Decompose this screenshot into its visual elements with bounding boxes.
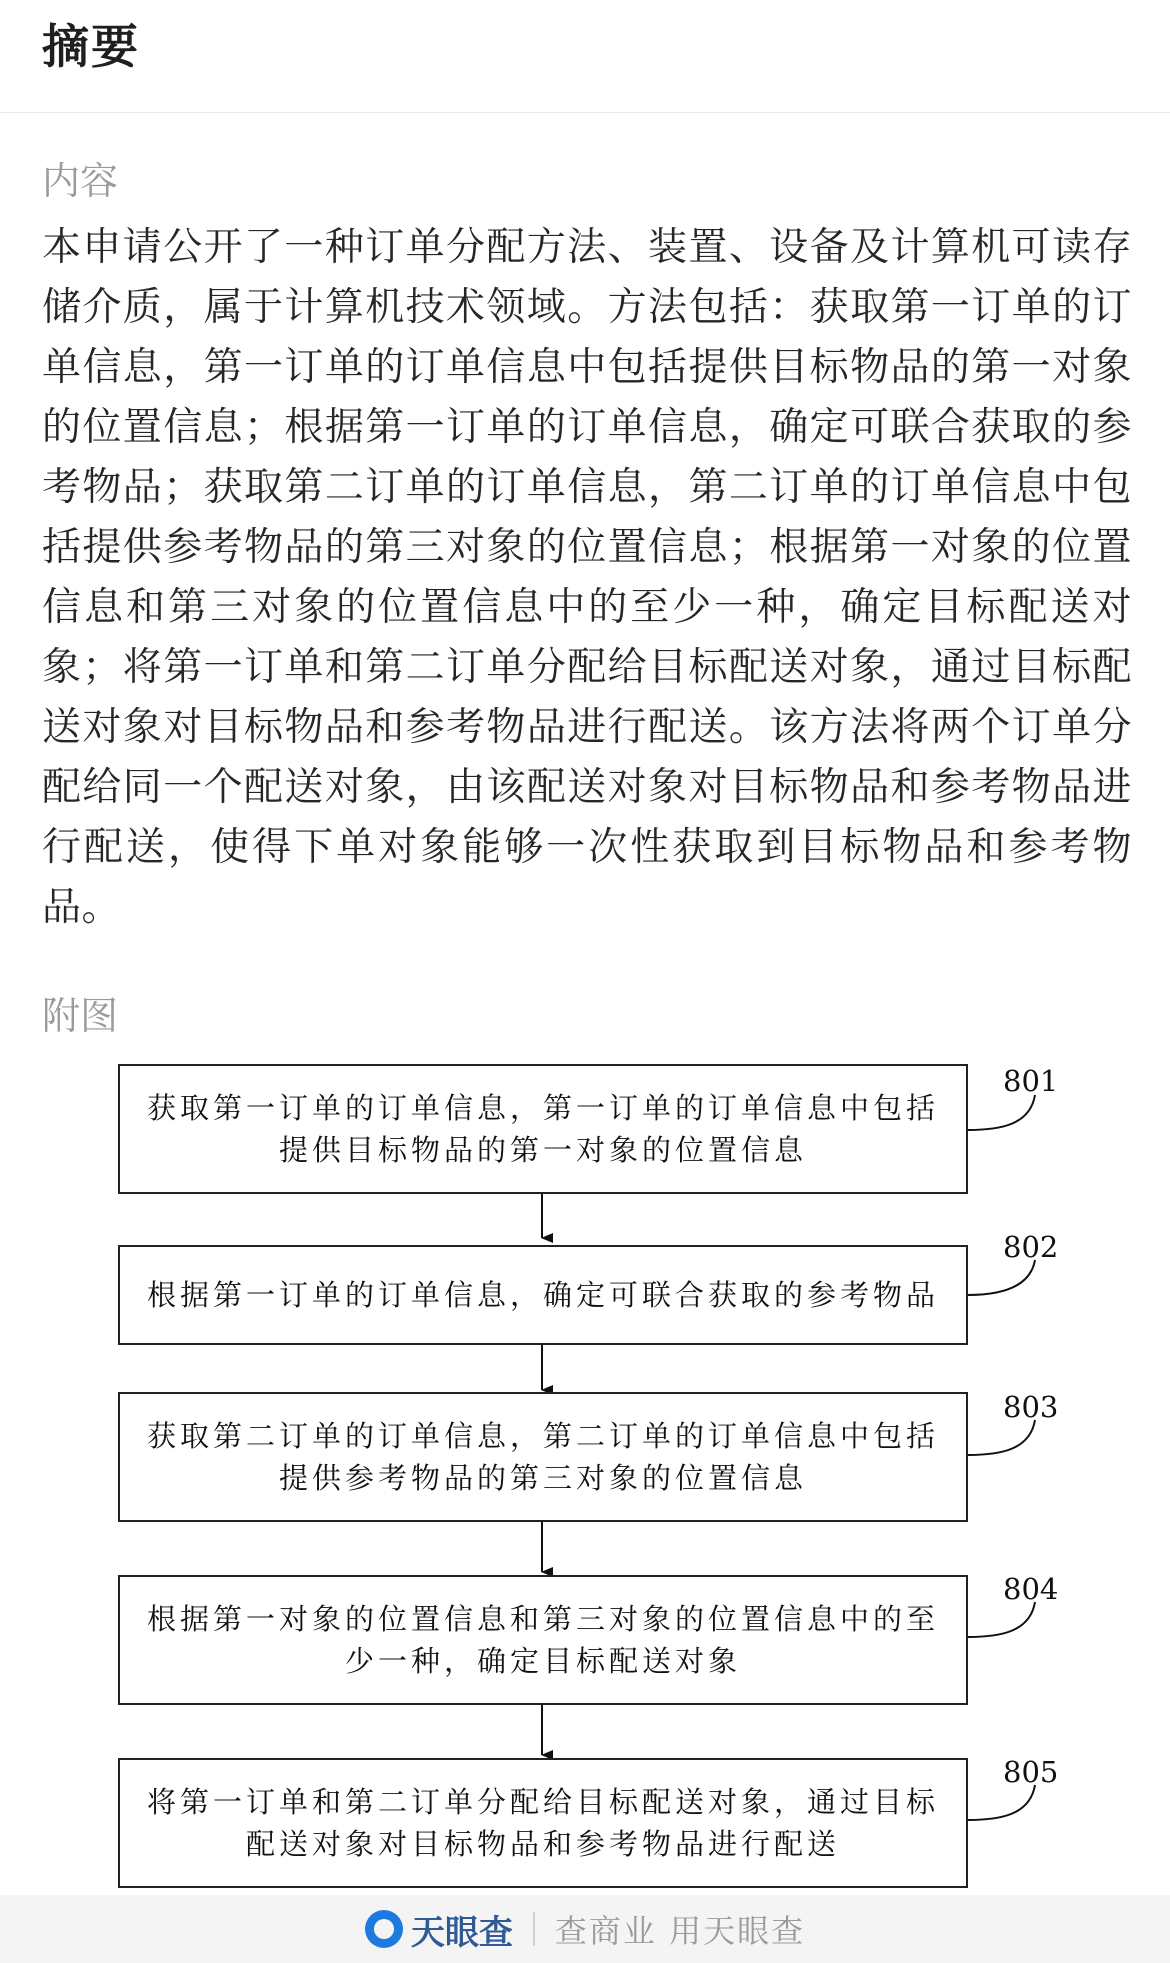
brand-link[interactable] [365,1905,513,1954]
flow-step-number: 803 [1003,1390,1059,1424]
flow-step-text: 将第一订单和第二订单分配给目标配送对象，通过目标配送对象对目标物品和参考物品进行配送 [146,1785,939,1861]
flow-step-text: 获取第一订单的订单信息，第一订单的订单信息中包括提供目标物品的第一对象的位置信息 [146,1091,939,1167]
flowchart-figure [0,1040,1170,1900]
flow-step-802 [118,1245,968,1345]
flow-step-number: 801 [1003,1064,1059,1098]
header [0,0,1170,113]
flow-step-number: 802 [1003,1230,1059,1264]
page-title: 摘要 [42,20,140,75]
leader-801 [968,1095,1035,1130]
leader-802 [968,1260,1035,1295]
flow-step-number: 805 [1003,1755,1059,1789]
figure-section-label: 附图 [42,994,119,1038]
flow-step-text: 根据第一对象的位置信息和第三对象的位置信息中的至少一种，确定目标配送对象 [146,1602,939,1678]
abstract-text: 本申请公开了一种订单分配方法、装置、设备及计算机可读存储介质，属于计算机技术领域。方法包括：获取第一订单的订单信息，第一订单的订单信息中包括提供目标物品的第一对象的位置信息；根据第一订单的订单信息，确定可联合获取的参考物品；获取第二订单的订单信息，第二订单的订单信息中包括提供参考物品的第三对象的位置信息；根据第一对象的位置信息和第三对象的位置信息中的至少一种，确定目标配送对象；将第一订单和第二订单分配给目标配送对象，通过目标配送对象对目标物品和参考物品进行配送。该方法将两个订单分配给同一个配送对象，由该配送对象对目标物品和参考物品进行配送，使得下单对象能够一次性获取到目标物品和参考物品。 [42,225,1132,930]
flow-step-804 [118,1575,968,1705]
flow-step-text: 获取第二订单的订单信息，第二订单的订单信息中包括提供参考物品的第三对象的位置信息 [146,1419,939,1495]
leader-805 [968,1785,1035,1820]
brand-name: 天眼查 [410,1912,513,1953]
flow-step-803 [118,1392,968,1522]
flow-step-801 [118,1064,968,1194]
flow-step-text: 根据第一订单的订单信息，确定可联合获取的参考物品 [146,1278,939,1312]
brand-slogan: 查商业 用天眼查 [554,1912,806,1950]
leader-804 [968,1602,1035,1637]
footer-banner[interactable] [0,1895,1170,1963]
tianyancha-logo-icon [365,1910,403,1948]
flow-step-805 [118,1758,968,1888]
footer-divider [533,1912,535,1946]
content-section-label: 内容 [42,159,119,203]
leader-803 [968,1420,1035,1455]
flow-step-number: 804 [1003,1572,1059,1606]
